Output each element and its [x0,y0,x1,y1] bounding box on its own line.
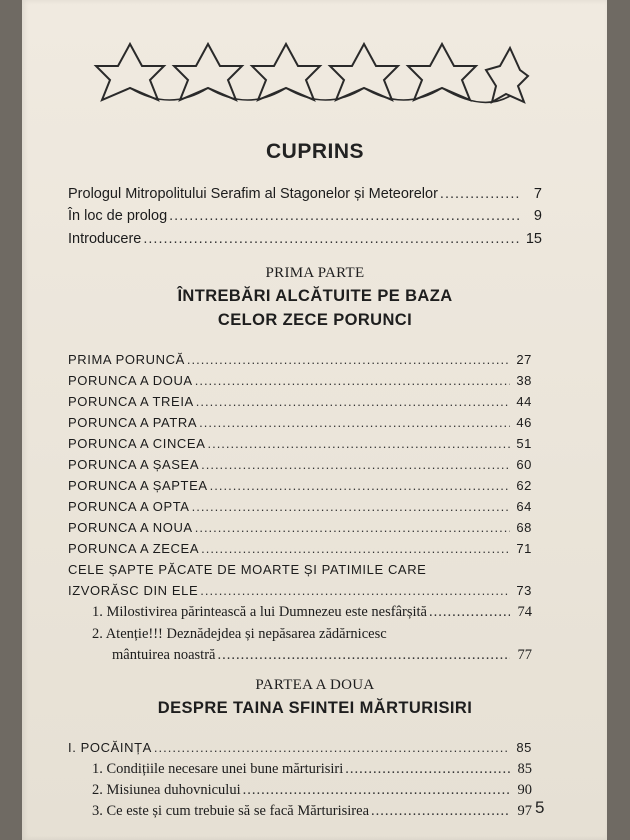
toc-entry-label: 3. Ce este și cum trebuie să se facă Mărturisirea [92,803,370,819]
toc-subentry-ce-este[interactable] [92,803,532,820]
toc-entry-label: I. POCĂINȚA [68,740,152,755]
dot-leader [201,457,510,472]
toc-entry-label: PORUNCA A OPTA [68,499,190,514]
dot-leader [199,415,510,430]
toc-entry-sapte-pacate-line-2[interactable] [68,583,532,598]
toc-entry-label: PORUNCA A ȘASEA [68,457,200,472]
toc-entry-porunca-3[interactable] [68,394,532,409]
toc-entry-label: Introducere [68,231,142,247]
dot-leader [200,583,510,598]
toc-entry-page: 77 [517,647,532,663]
toc-entry-page: 27 [516,352,532,367]
toc-entry-label: În loc de prolog [68,208,168,224]
toc-entry-sapte-pacate-line-1[interactable]: CELE ȘAPTE PĂCATE DE MOARTE ȘI PATIMILE CARE [68,562,427,577]
toc-entry-pocainta[interactable] [68,740,532,755]
part-one-title-line-1: ÎNTREBĂRI ALCĂTUITE PE BAZA [177,287,453,305]
toc-entry-page: 51 [516,436,532,451]
toc-entry-label: PORUNCA A DOUA [68,373,193,388]
dot-leader [187,352,510,367]
part-one-label: PRIMA PARTE [265,265,365,281]
toc-entry-page: 60 [516,457,532,472]
toc-entry-page: 44 [516,394,532,409]
toc-entry-porunca-2[interactable] [68,373,532,388]
toc-entry-label: PORUNCA A NOUA [68,520,193,535]
toc-entry-page: 46 [516,415,532,430]
toc-entry-porunca-8[interactable] [68,499,532,514]
toc-entry-page: 73 [516,583,532,598]
dot-leader [429,604,510,621]
toc-entry-label: Prologul Mitropolitului Serafim al Stagonelor și Meteorelor [68,186,438,202]
toc-entry-porunca-10[interactable] [68,541,532,556]
toc-entry-page: 90 [517,782,532,798]
toc-entry-page: 85 [517,761,532,777]
toc-entry-page: 7 [533,186,542,202]
toc-entry-label: 2. Misiunea duhovnicului [92,782,241,798]
toc-entry-label: PORUNCA A ZECEA [68,541,200,556]
dot-leader [196,394,510,409]
toc-entry-page: 9 [533,208,542,224]
part-two-title: DESPRE TAINA SFINTEI MĂRTURISIRI [157,699,473,717]
toc-entry-porunca-6[interactable] [68,457,532,472]
toc-subentry-conditiile[interactable] [92,761,532,778]
toc-entry-page: 62 [516,478,532,493]
toc-entry-page: 68 [516,520,532,535]
dot-leader [243,782,510,799]
toc-entry-porunca-5[interactable] [68,436,532,451]
dot-leader [210,478,510,493]
toc-entry-in-loc-de-prolog[interactable] [68,208,542,224]
dot-leader [195,373,510,388]
toc-entry-page: 85 [516,740,532,755]
toc-entry-porunca-1[interactable] [68,352,532,367]
dot-leader [154,740,510,755]
toc-entry-label: 1. Milostivirea părintească a lui Dumnezeu este nesfârșită [92,604,427,620]
toc-entry-porunca-4[interactable] [68,415,532,430]
toc-entry-page: 97 [517,803,532,819]
toc-entry-label: PORUNCA A TREIA [68,394,194,409]
dot-leader [371,803,510,820]
toc-entry-page: 64 [516,499,532,514]
dot-leader [345,761,510,778]
toc-entry-label: mântuirea noastră [112,647,216,663]
toc-entry-label: PORUNCA A PATRA [68,415,198,430]
page-title: CUPRINS [265,140,364,163]
toc-entry-introducere[interactable] [68,231,542,247]
part-one-title-line-2: CELOR ZECE PORUNCI [217,311,413,329]
toc-entry-label: PORUNCA A CINCEA [68,436,206,451]
toc-entry-porunca-7[interactable] [68,478,532,493]
dot-leader [217,647,510,664]
dot-leader [207,436,510,451]
part-two-label: PARTEA A DOUA [255,677,375,693]
toc-entry-page: 15 [525,231,542,247]
dot-leader [201,541,510,556]
dot-leader [195,520,510,535]
dot-leader [143,231,520,247]
dot-leader [169,208,520,224]
toc-entry-page: 38 [516,373,532,388]
toc-subentry-milostivirea[interactable] [92,604,532,621]
toc-subentry-misiunea[interactable] [92,782,532,799]
grape-leaf-ornament [90,36,530,114]
toc-entry-page: 71 [516,541,532,556]
toc-entry-porunca-9[interactable] [68,520,532,535]
page-number: 5 [535,798,545,817]
dot-leader [440,186,520,202]
toc-entry-label: 1. Condițiile necesare unei bune mărturisiri [92,761,344,777]
toc-entry-prolog-mitropolit[interactable] [68,186,542,202]
toc-entry-page: 74 [517,604,532,620]
dot-leader [192,499,510,514]
toc-entry-label: IZVORĂSC DIN ELE [68,583,199,598]
toc-entry-label: PRIMA PORUNCĂ [68,352,185,367]
toc-subentry-atentie-line-1[interactable]: 2. Atenție!!! Deznădejdea și nepăsarea zădărnicesc [92,626,387,642]
toc-entry-label: PORUNCA A ȘAPTEA [68,478,208,493]
toc-subentry-atentie-line-2[interactable] [112,647,532,664]
